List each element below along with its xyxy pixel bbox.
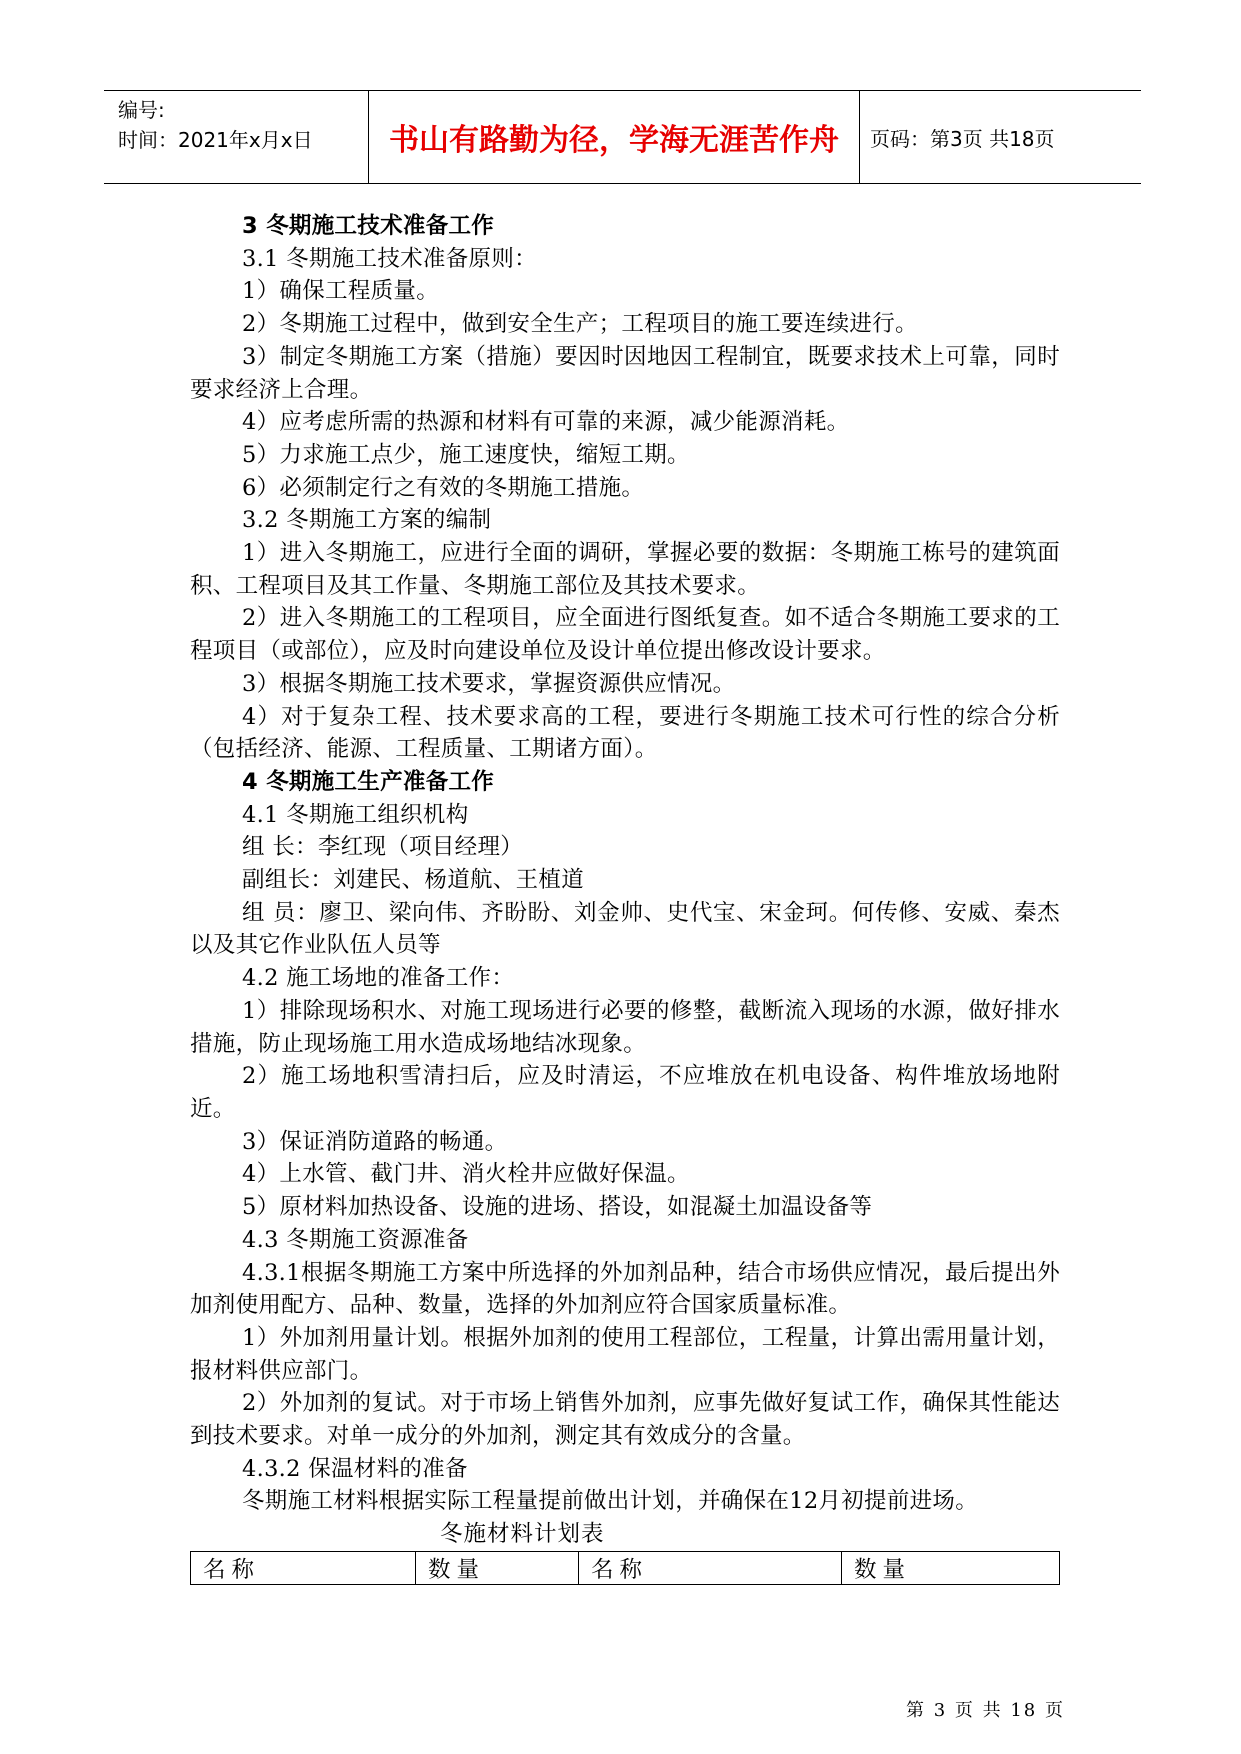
paragraph: 4.3.2 保温材料的准备: [242, 1455, 468, 1482]
paragraph: 2）进入冬期施工的工程项目，应全面进行图纸复查。如不适合冬期施工要求的工程项目（或部位），应及时向建设单位及设计单位提出修改设计要求。: [190, 605, 1060, 665]
paragraph: 4.2 施工场地的准备工作：: [242, 965, 515, 992]
header-slogan: 书山有路勤为径，学海无涯苦作舟: [368, 91, 860, 183]
paragraph: 3.2 冬期施工方案的编制: [242, 507, 492, 534]
table-header-cell: 名称: [191, 1551, 416, 1584]
page-header: [104, 90, 1141, 184]
paragraph: 4）应考虑所需的热源和材料有可靠的来源，减少能源消耗。: [242, 409, 850, 436]
paragraph: 1）进入冬期施工，应进行全面的调研，掌握必要的数据：冬期施工栋号的建筑面积、工程项目及其工作量、冬期施工部位及其技术要求。: [190, 540, 1060, 599]
paragraph: 组 长：李红现（项目经理）: [242, 834, 524, 861]
document-body: [190, 210, 1060, 1585]
table-header-cell: 数量: [842, 1551, 1060, 1584]
paragraph: 2）外加剂的复试。对于市场上销售外加剂，应事先做好复试工作，确保其性能达到技术要求。对单一成分的外加剂，测定其有效成分的含量。: [190, 1390, 1060, 1450]
paragraph: 4）上水管、截门井、消火栓井应做好保温。: [242, 1161, 690, 1188]
paragraph: 冬期施工材料根据实际工程量提前做出计划，并确保在12月初提前进场。: [242, 1488, 979, 1515]
paragraph: 3）制定冬期施工方案（措施）要因时因地因工程制宜，既要求技术上可靠，同时要求经济上合理。: [190, 343, 1060, 403]
paragraph: 4.3 冬期施工资源准备: [242, 1226, 469, 1253]
paragraph: 组 员：廖卫、梁向伟、齐盼盼、刘金帅、史代宝、宋金珂。何传修、安威、秦杰以及其它作业队伍人员等: [190, 899, 1060, 959]
paragraph: 3）保证消防道路的畅通。: [242, 1128, 508, 1155]
paragraph: 副组长：刘建民、杨道航、王植道: [242, 867, 585, 894]
material-plan-table: [190, 1551, 1060, 1585]
paragraph: 5）力求施工点少，施工速度快，缩短工期。: [242, 441, 690, 468]
paragraph: 3）根据冬期施工技术要求，掌握资源供应情况。: [242, 670, 736, 697]
table-header-cell: 数量: [416, 1551, 579, 1584]
header-page-label: 页码：第3页 共18页: [870, 126, 1055, 151]
paragraph: 6）必须制定行之有效的冬期施工措施。: [242, 474, 645, 501]
document-number-label: 编号:: [118, 98, 165, 122]
table-title: 冬施材料计划表: [440, 1521, 605, 1548]
paragraph: 1）排除现场积水、对施工现场进行必要的修整，截断流入现场的水源，做好排水措施，防止现场施工用水造成场地结冰现象。: [190, 997, 1060, 1057]
table-header-cell: 名称: [579, 1551, 842, 1584]
paragraph: 5）原材料加热设备、设施的进场、搭设，如混凝土加温设备等: [242, 1194, 873, 1221]
paragraph: 1）确保工程质量。: [242, 278, 440, 305]
paragraph: 3.1 冬期施工技术准备原则：: [242, 245, 537, 272]
section-heading: 4 冬期施工生产准备工作: [242, 768, 495, 795]
paragraph-list: [190, 210, 1060, 1518]
paragraph: 4.1 冬期施工组织机构: [242, 801, 469, 828]
table-header-row: [191, 1551, 1060, 1584]
header-left: [118, 95, 313, 155]
paragraph: 4）对于复杂工程、技术要求高的工程，要进行冬期施工技术可行性的综合分析（包括经济、能源、工程质量、工期诸方面）。: [190, 703, 1060, 763]
paragraph: 2）冬期施工过程中，做到安全生产；工程项目的施工要连续进行。: [242, 311, 918, 338]
paragraph: 4.3.1根据冬期施工方案中所选择的外加剂品种，结合市场供应情况，最后提出外加剂使用配方、品种、数量，选择的外加剂应符合国家质量标准。: [190, 1259, 1060, 1319]
paragraph: 1）外加剂用量计划。根据外加剂的使用工程部位，工程量，计算出需用量计划，报材料供应部门。: [190, 1324, 1060, 1384]
section-heading: 3 冬期施工技术准备工作: [242, 213, 495, 239]
document-time-label: 时间：2021年x月x日: [118, 128, 313, 152]
paragraph: 2）施工场地积雪清扫后，应及时清运，不应堆放在机电设备、构件堆放场地附近。: [190, 1063, 1060, 1122]
page-footer: 第 3 页 共 18 页: [906, 1700, 1065, 1721]
